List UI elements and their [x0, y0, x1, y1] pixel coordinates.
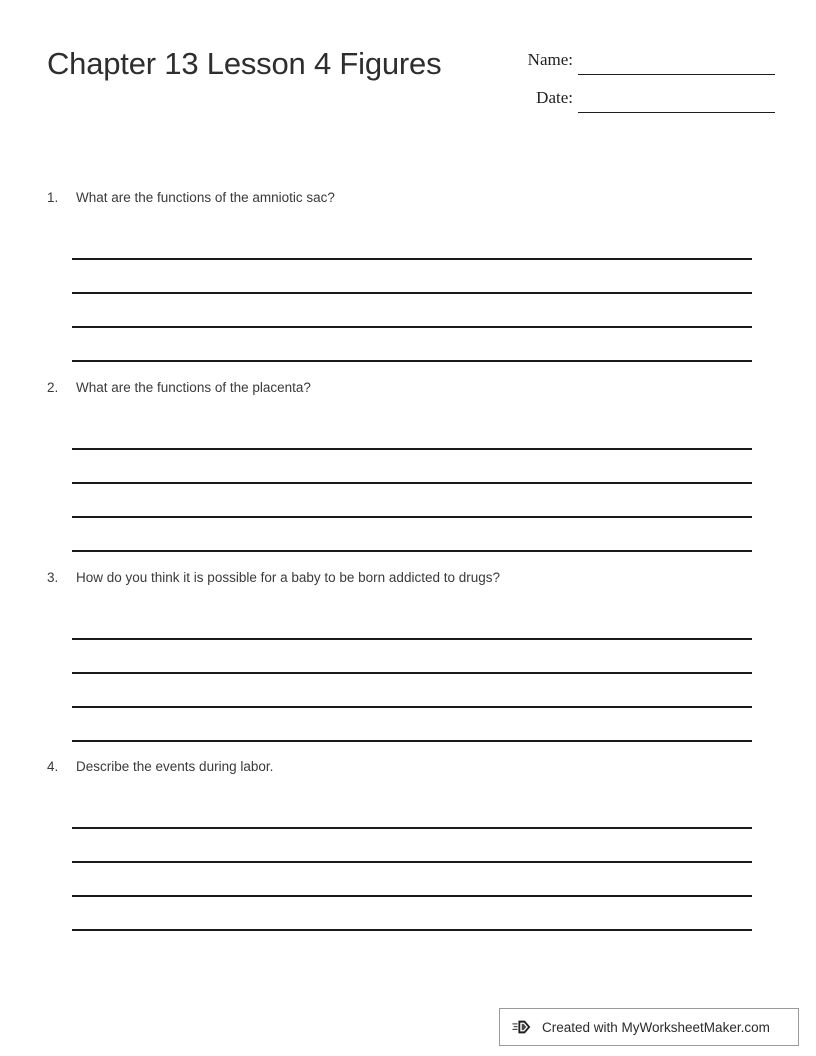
answer-lines-2	[72, 416, 752, 552]
created-with-badge[interactable]	[499, 1008, 799, 1046]
answer-line[interactable]	[72, 863, 752, 897]
worksheet-header	[0, 0, 816, 140]
question-heading-3	[0, 570, 816, 592]
answer-line[interactable]	[72, 260, 752, 294]
worksheet-maker-logo-icon	[512, 1016, 534, 1038]
answer-line[interactable]	[72, 606, 752, 640]
answer-line[interactable]	[72, 829, 752, 863]
answer-line[interactable]	[72, 226, 752, 260]
name-field-row	[505, 50, 775, 88]
answer-line[interactable]	[72, 450, 752, 484]
question-number-3: 3.	[47, 570, 59, 585]
name-input-line[interactable]	[578, 74, 775, 75]
answer-line[interactable]	[72, 518, 752, 552]
answer-line[interactable]	[72, 416, 752, 450]
date-field-label: Date:	[536, 88, 573, 107]
question-block-3	[0, 570, 816, 592]
answer-lines-1	[72, 226, 752, 362]
date-input-line[interactable]	[578, 112, 775, 113]
answer-line[interactable]	[72, 640, 752, 674]
answer-lines-3	[72, 606, 752, 742]
question-block-2	[0, 380, 816, 402]
question-heading-1	[0, 190, 816, 212]
answer-line[interactable]	[72, 294, 752, 328]
page-title: Chapter 13 Lesson 4 Figures	[47, 46, 442, 81]
name-date-fields	[505, 50, 775, 126]
question-text-4: Describe the events during labor.	[76, 759, 274, 774]
answer-line[interactable]	[72, 897, 752, 931]
question-block-1	[0, 190, 816, 212]
created-with-label: Created with MyWorksheetMaker.com	[542, 1019, 770, 1035]
question-number-4: 4.	[47, 759, 59, 774]
question-block-4	[0, 759, 816, 781]
answer-lines-4	[72, 795, 752, 931]
name-field-label: Name:	[527, 50, 573, 69]
answer-line[interactable]	[72, 795, 752, 829]
question-number-1: 1.	[47, 190, 59, 205]
question-text-1: What are the functions of the amniotic sac?	[76, 190, 335, 205]
question-heading-2	[0, 380, 816, 402]
date-field-row	[505, 88, 775, 126]
answer-line[interactable]	[72, 484, 752, 518]
answer-line[interactable]	[72, 328, 752, 362]
question-text-3: How do you think it is possible for a baby to be born addicted to drugs?	[76, 570, 501, 585]
question-text-2: What are the functions of the placenta?	[76, 380, 311, 395]
answer-line[interactable]	[72, 674, 752, 708]
answer-line[interactable]	[72, 708, 752, 742]
question-number-2: 2.	[47, 380, 59, 395]
question-heading-4	[0, 759, 816, 781]
